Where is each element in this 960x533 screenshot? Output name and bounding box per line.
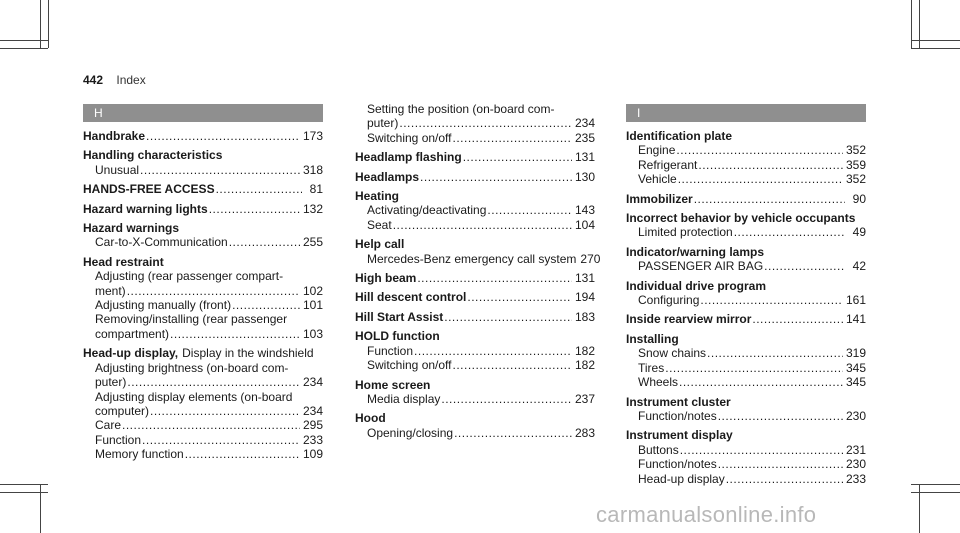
index-text: Switching on/off [367,358,452,373]
page-ref-link[interactable]: 352 [845,143,866,158]
dot-leader [414,344,572,358]
dot-leader [726,472,843,486]
page-ref-link[interactable]: 182 [574,343,595,358]
page-ref-link[interactable]: 270 [580,251,601,266]
index-text: Inside rearview mirror [626,312,752,327]
dot-leader [676,143,843,157]
index-entry [83,129,323,143]
index-text: Function [367,343,414,358]
dot-leader [707,346,843,360]
page-ref-link[interactable]: 81 [309,182,323,197]
index-entry [355,237,601,266]
index-line [626,293,866,307]
index-line [626,312,866,326]
index-text: puter) [95,375,127,390]
index-line [355,329,595,343]
page-ref-link[interactable]: 318 [302,162,323,177]
page-ref-link[interactable]: 237 [574,391,595,406]
dot-leader [463,150,572,164]
index-text: Memory function [95,447,184,462]
index-line [83,235,323,249]
dot-leader [127,284,300,298]
index-text: Function/notes [638,408,717,423]
page-ref-link[interactable]: 235 [574,130,595,145]
index-line [83,255,323,269]
index-text: Limited protection [638,225,733,240]
index-entry-continued [355,102,595,145]
index-line [355,290,595,304]
index-text: Hill descent control [355,290,467,305]
index-entry [83,346,323,461]
index-line [626,259,866,273]
index-line [83,404,323,418]
dot-leader [454,426,572,440]
index-entry [626,428,866,486]
dot-leader [209,202,300,216]
index-line [83,298,323,312]
page-ref-link[interactable]: 230 [845,408,866,423]
dot-leader [764,259,845,273]
index-line [626,443,866,457]
index-line [626,346,866,360]
index-text: Wheels [638,375,679,390]
index-line [626,245,866,259]
index-entry [83,221,323,250]
index-text: Function [95,432,142,447]
page-ref-link[interactable]: 173 [302,129,323,143]
index-line [83,327,323,341]
index-line [83,202,323,216]
index-line [83,312,323,326]
index-entry [355,290,595,304]
crop-mark [0,48,48,49]
dot-leader [441,392,572,406]
index-text: HOLD function [355,329,440,344]
index-text: compartment) [95,326,170,341]
index-entry [83,148,323,177]
index-entry [83,255,323,341]
page-ref-link[interactable]: 130 [574,169,595,184]
index-entry [83,202,323,216]
index-line [626,192,866,206]
index-line [626,428,866,442]
dot-leader [216,182,302,196]
index-heading: Head-up display, [83,346,179,361]
index-line [355,237,595,251]
index-entry [355,378,595,407]
page-ref-link[interactable]: 231 [845,442,866,457]
section-title: Index [116,73,146,87]
dot-leader [150,404,300,418]
index-line [626,143,866,157]
index-text: Immobilizer [626,191,693,206]
index-line [355,131,595,145]
index-line [83,182,323,196]
page-ref-link[interactable]: 131 [574,271,595,286]
index-line [83,346,323,360]
index-text: Hazard warnings [83,221,180,236]
index-line [355,426,595,440]
index-entry [626,312,866,326]
index-text: Adjusting manually (front) [95,298,232,313]
index-line [83,375,323,389]
index-text: Car-to-X-Communication [95,235,228,250]
index-entry [355,170,595,184]
index-text: Configuring [638,293,700,308]
index-column-2 [355,102,601,440]
index-text: Seat [367,217,392,232]
index-entry [355,189,595,232]
dot-leader [232,298,300,312]
section-letter-bar: I [626,104,866,122]
dot-leader [698,158,843,172]
index-text: Hood [355,411,386,426]
index-text: Indicator/warning lamps [626,244,765,259]
index-line [626,172,866,186]
page-ref-link[interactable]: 234 [302,403,323,418]
index-line [83,433,323,447]
index-entry [355,271,595,285]
dot-leader [718,409,843,423]
index-line [626,375,866,389]
index-entry [83,182,323,196]
crop-mark [40,484,41,533]
index-line [83,221,323,235]
index-text: Head restraint [83,254,164,269]
index-text: Setting the position (on-board com- [367,102,555,116]
index-line [355,150,595,164]
index-text: Home screen [355,377,431,392]
dot-leader [453,358,572,372]
index-line [83,163,323,177]
index-text: Adjusting brightness (on-board com- [95,360,289,375]
index-text: Media display [367,391,441,406]
index-line [626,225,866,239]
page-ref-link[interactable]: 42 [852,259,866,274]
page-ref-link[interactable]: 255 [302,235,323,250]
index-text: Headlamp flashing [355,150,462,165]
index-line [355,102,595,116]
index-entry [355,150,595,164]
index-text: Switching on/off [367,130,452,145]
dot-leader [185,447,300,461]
section-letter-bar: H [83,104,323,122]
page-ref-link[interactable]: 234 [574,116,595,131]
dot-leader [127,375,300,389]
index-text: Opening/closing [367,425,454,440]
index-line [355,392,595,406]
page-ref-link[interactable]: 234 [302,375,323,390]
index-line [626,361,866,375]
index-text: Instrument cluster [626,394,731,409]
index-line [626,158,866,172]
index-line [626,211,866,225]
page-ref-link[interactable]: 359 [845,157,866,172]
index-line [83,129,323,143]
index-line [355,189,595,203]
page-ref-link[interactable]: 90 [852,191,866,206]
index-line [626,129,866,143]
page-number: 442 [83,73,104,87]
crop-mark [0,40,48,41]
index-line [355,271,595,285]
dot-leader [467,290,572,304]
index-column-1 [83,104,323,462]
index-text: Mercedes-Benz emergency call system [367,251,577,266]
index-text: Installing [626,331,679,346]
index-text: Vehicle [638,172,677,187]
dot-leader [700,293,843,307]
page-ref-link[interactable]: 131 [574,150,595,165]
index-text: Adjusting display elements (on-board [95,389,293,404]
dot-leader [752,312,843,326]
index-text: Handling characteristics [83,148,223,163]
index-text: Refrigerant [638,157,698,172]
dot-leader [170,327,300,341]
crop-mark [919,484,920,533]
dot-leader [122,418,300,432]
page-ref-link[interactable]: 49 [852,225,866,240]
page-ref-link[interactable]: 182 [574,358,595,373]
index-text: Individual drive program [626,278,767,293]
dot-leader [229,235,300,249]
index-line [626,457,866,471]
dot-leader [678,172,843,186]
index-text: Help call [355,237,405,252]
page-ref-link[interactable]: 295 [302,418,323,433]
index-entry [626,395,866,424]
index-text: puter) [367,116,399,131]
index-text: Headlamps [355,169,420,184]
index-line [83,361,323,375]
index-entry [626,129,866,187]
index-line [626,472,866,486]
dot-leader [142,433,300,447]
index-text: HANDS-FREE ACCESS [83,182,215,197]
crop-mark [48,0,49,48]
page-ref-link[interactable]: 103 [302,326,323,341]
index-entry [626,279,866,308]
dot-leader [399,116,572,130]
index-line [355,411,595,425]
dot-leader [680,443,843,457]
index-line [83,418,323,432]
index-text: Identification plate [626,129,733,143]
index-text: PASSENGER AIR BAG [638,259,764,274]
page-ref-link[interactable]: 283 [574,425,595,440]
index-text: Adjusting (rear passenger compart- [95,269,284,284]
index-line [355,310,595,324]
index-line [355,358,595,372]
index-line [355,378,595,392]
index-entry [626,332,866,390]
dot-leader [453,131,572,145]
page-ref-link[interactable]: 141 [845,312,866,327]
page-ref-link[interactable]: 233 [845,471,866,486]
index-text: Instrument display [626,428,733,443]
crop-mark [911,40,960,41]
page-ref-link[interactable]: 233 [302,432,323,447]
index-text: Removing/installing (rear passenger [95,312,288,327]
dot-leader [694,192,845,206]
index-text: ment) [95,283,126,298]
index-line [83,269,323,283]
index-text: Hill Start Assist [355,309,444,324]
dot-leader [146,129,300,143]
page-ref-link[interactable]: 345 [845,360,866,375]
page-ref-link[interactable]: 345 [845,375,866,390]
index-text: Engine [638,143,676,158]
page-header [83,73,146,87]
index-note: Display in the windshield [182,346,314,361]
page-ref-link[interactable]: 132 [302,201,323,216]
index-line [626,332,866,346]
index-line [83,148,323,162]
index-text: Incorrect behavior by vehicle occupants [626,211,856,226]
index-text: Handbrake [83,129,146,143]
index-text: Heating [355,189,400,204]
dot-leader [417,271,572,285]
page-ref-link[interactable]: 230 [845,457,866,472]
page-ref-link[interactable]: 194 [574,290,595,305]
index-text: Snow chains [638,346,707,361]
index-line [626,395,866,409]
index-line [626,409,866,423]
page-ref-link[interactable]: 104 [574,217,595,232]
page-ref-link[interactable]: 161 [845,293,866,308]
index-text: Function/notes [638,457,717,472]
index-text: Buttons [638,442,679,457]
index-text: Hazard warning lights [83,201,208,216]
dot-leader [140,163,300,177]
index-text: computer) [95,403,150,418]
watermark: carmanualsonline.info [596,502,817,527]
index-text: High beam [355,271,417,286]
index-text: Unusual [95,162,140,177]
index-line [355,116,595,130]
index-entry [626,211,866,240]
index-line [83,447,323,461]
page-ref-link[interactable]: 101 [302,298,323,313]
dot-leader [679,375,843,389]
index-entry [355,329,595,372]
index-line [355,344,595,358]
dot-leader [734,225,845,239]
dot-leader [444,310,572,324]
index-column-3 [626,104,866,486]
index-line [83,390,323,404]
page-ref-link[interactable]: 319 [845,346,866,361]
index-line [355,251,601,266]
dot-leader [393,218,572,232]
index-entry [355,411,595,440]
crop-mark [911,48,960,49]
page-ref-link[interactable]: 102 [302,283,323,298]
dot-leader [718,457,843,471]
page-ref-link[interactable]: 352 [845,172,866,187]
index-text: Care [95,418,122,433]
index-line [355,170,595,184]
index-line [83,284,323,298]
dot-leader [487,203,572,217]
page-ref-link[interactable]: 183 [574,309,595,324]
index-line [355,218,595,232]
index-entry [626,192,866,206]
dot-leader [420,170,572,184]
page-ref-link[interactable]: 143 [574,203,595,218]
index-line [355,203,595,217]
index-text: Activating/deactivating [367,203,487,218]
index-entry [355,310,595,324]
index-entry [626,245,866,274]
index-text: Head-up display [638,471,725,486]
page-ref-link[interactable]: 109 [302,447,323,462]
dot-leader [665,361,843,375]
index-line [626,279,866,293]
index-text: Tires [638,360,665,375]
